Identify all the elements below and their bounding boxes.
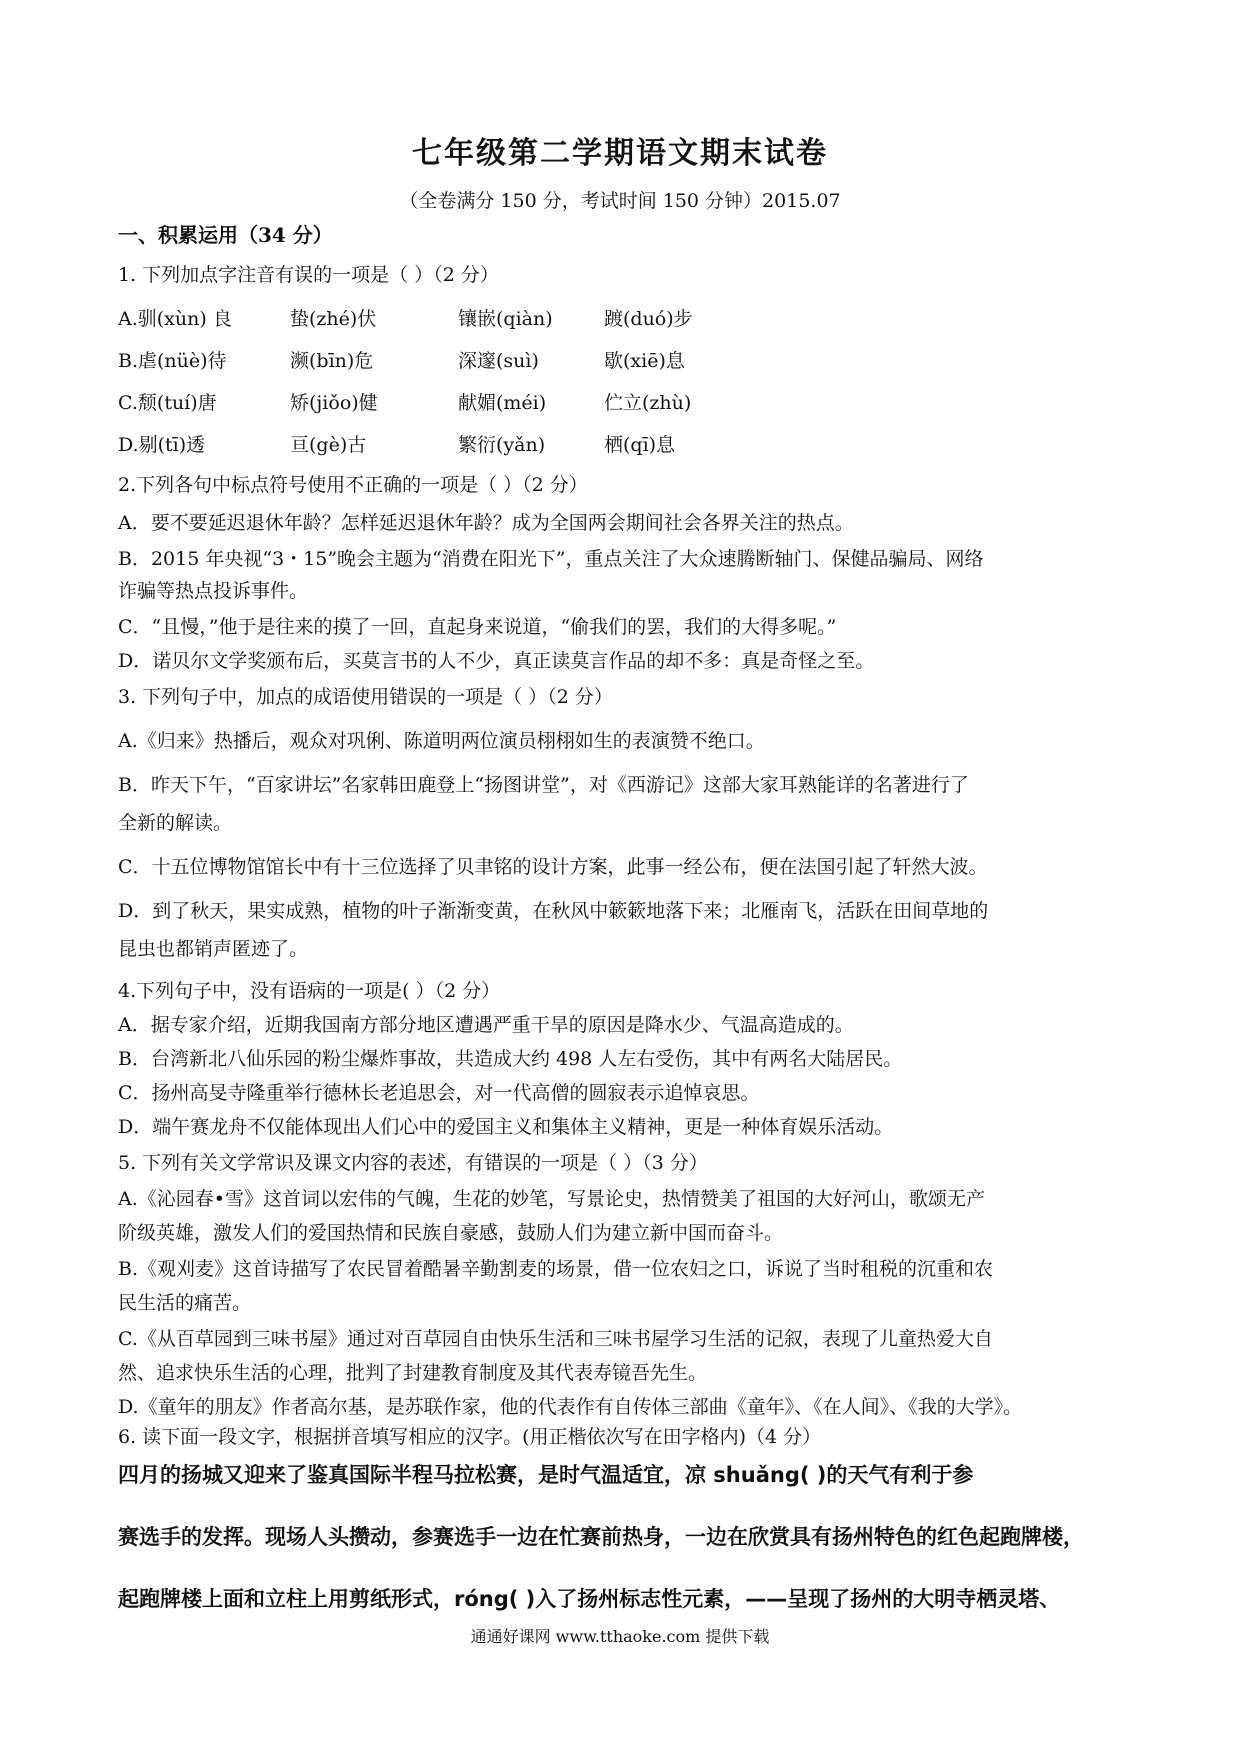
q5-option-d: D.《童年的朋友》作者高尔基，是苏联作家，他的代表作有自传体三部曲《童年》、《在人间》、《我的大学》。 — [118, 1396, 1023, 1418]
exam-info: （全卷满分 150 分，考试时间 150 分钟）2015.07 — [399, 190, 841, 212]
q2-option-a: A．要不要延迟退休年龄？怎样延迟退休年龄？成为全国两会期间社会各界关注的热点。 — [118, 512, 854, 534]
q1-a-4: 踱(duó)步 — [604, 308, 693, 330]
q1-c-1: C.颓(tuí)唐 — [118, 392, 217, 414]
q6-passage-line-1: 四月的扬城又迎来了鉴真国际半程马拉松赛，是时气温适宜，凉 shuǎng( )的天气有利于参 — [118, 1463, 974, 1487]
q3-option-a: A.《归来》热播后，观众对巩俐、陈道明两位演员栩栩如生的表演赞不绝口。 — [118, 730, 765, 752]
q1-d-4: 栖(qī)息 — [604, 434, 676, 456]
q3-option-d-cont: 昆虫也都销声匿迹了。 — [118, 938, 309, 960]
q4-stem: 4.下列句子中，没有语病的一项是( ）（2 分） — [118, 980, 501, 1002]
page-title: 七年级第二学期语文期末试卷 — [412, 136, 828, 171]
q1-b-4: 歇(xiē)息 — [604, 350, 685, 372]
q1-a-3: 镶嵌(qiàn) — [458, 308, 553, 330]
section-heading: 一、积累运用（34 分） — [118, 223, 333, 247]
q5-option-b-cont: 民生活的痛苦。 — [118, 1292, 252, 1314]
q3-option-d: D．到了秋天，果实成熟，植物的叶子渐渐变黄，在秋风中簌簌地落下来；北雁南飞，活跃在田间草地的 — [118, 900, 989, 922]
q1-stem: 1. 下列加点字注音有误的一项是（ ）（2 分） — [118, 264, 499, 286]
q1-b-2: 濒(bīn)危 — [290, 350, 374, 372]
q3-option-c: C．十五位博物馆馆长中有十三位选择了贝聿铭的设计方案，此事一经公布，便在法国引起了轩然大波。 — [118, 856, 988, 878]
q3-option-b-cont: 全新的解读。 — [118, 812, 233, 834]
q5-stem: 5. 下列有关文学常识及课文内容的表述，有错误的一项是（ ）（3 分） — [118, 1152, 708, 1174]
q1-c-3: 献媚(méi) — [458, 392, 547, 414]
q1-d-2: 亘(gè)古 — [290, 434, 367, 456]
q4-option-c: C．扬州高旻寺隆重举行德林长老追思会，对一代高僧的圆寂表示追悼哀思。 — [118, 1082, 760, 1104]
q1-c-2: 矫(jiǒo)健 — [290, 392, 378, 414]
q3-option-b: B．昨天下午，“百家讲坛”名家韩田鹿登上“扬图讲堂”，对《西游记》这部大家耳熟能详的名著进行了 — [118, 774, 969, 796]
q4-option-d: D．端午赛龙舟不仅能体现出人们心中的爱国主义和集体主义精神，更是一种体育娱乐活动。 — [118, 1116, 894, 1138]
q1-b-3: 深邃(suì) — [458, 350, 539, 372]
q1-a-2: 蛰(zhé)伏 — [290, 308, 377, 330]
q1-c-4: 伫立(zhù) — [604, 392, 692, 414]
q5-option-c: C.《从百草园到三味书屋》通过对百草园自由快乐生活和三味书屋学习生活的记叙，表现了儿童热爱大自 — [118, 1328, 993, 1350]
q5-option-a: A.《沁园春•雪》这首词以宏伟的气魄，生花的妙笔，写景论史，热情赞美了祖国的大好河山，歌颂无产 — [118, 1188, 985, 1210]
q1-b-1: B.虐(nüè)待 — [118, 350, 227, 372]
q1-d-3: 繁衍(yǎn) — [458, 434, 546, 456]
q2-option-d: D．诺贝尔文学奖颁布后，买莫言书的人不少，真正读莫言作品的却不多：真是奇怪之至。 — [118, 650, 875, 672]
q6-passage-line-2: 赛选手的发挥。现场人头攒动，参赛选手一边在忙赛前热身，一边在欣赏具有扬州特色的红色起跑牌楼， — [118, 1525, 1084, 1549]
q6-passage-line-3: 起跑牌楼上面和立柱上用剪纸形式，róng( )入了扬州标志性元素，——呈现了扬州的大明寺栖灵塔、 — [118, 1587, 1061, 1611]
q6-stem: 6. 读下面一段文字，根据拼音填写相应的汉字。(用正楷依次写在田字格内)（4 分） — [118, 1426, 822, 1448]
q2-option-c: C．“且慢，”他于是往来的摸了一回，直起身来说道，“偷我们的罢，我们的大得多呢。” — [118, 616, 837, 638]
q2-option-b: B．2015 年央视“3・15”晚会主题为“消费在阳光下”，重点关注了大众速腾断轴门、保健品骗局、网络 — [118, 548, 984, 570]
q2-stem: 2.下列各句中标点符号使用不正确的一项是（ ）（2 分） — [118, 474, 588, 496]
q4-option-a: A．据专家介绍，近期我国南方部分地区遭遇严重干旱的原因是降水少、气温高造成的。 — [118, 1014, 854, 1036]
q1-d-1: D.剔(tī)透 — [118, 434, 206, 456]
footer-source: 通通好课网 www.tthaoke.com 提供下载 — [470, 1627, 770, 1646]
q1-a-1: A.驯(xùn) 良 — [118, 308, 232, 330]
q2-option-b-cont: 诈骗等热点投诉事件。 — [118, 580, 309, 602]
q5-option-b: B.《观刈麦》这首诗描写了农民冒着酷暑辛勤割麦的场景，借一位农妇之口，诉说了当时租税的沉重和农 — [118, 1258, 994, 1280]
q3-stem: 3. 下列句子中，加点的成语使用错误的一项是（ ）（2 分） — [118, 686, 613, 708]
q5-option-a-cont: 阶级英雄，激发人们的爱国热情和民族自豪感，鼓励人们为建立新中国而奋斗。 — [118, 1222, 784, 1244]
q4-option-b: B．台湾新北八仙乐园的粉尘爆炸事故，共造成大约 498 人左右受伤，其中有两名大陆居民。 — [118, 1048, 903, 1070]
q5-option-c-cont: 然、追求快乐生活的心理，批判了封建教育制度及其代表寿镜吾先生。 — [118, 1362, 708, 1384]
